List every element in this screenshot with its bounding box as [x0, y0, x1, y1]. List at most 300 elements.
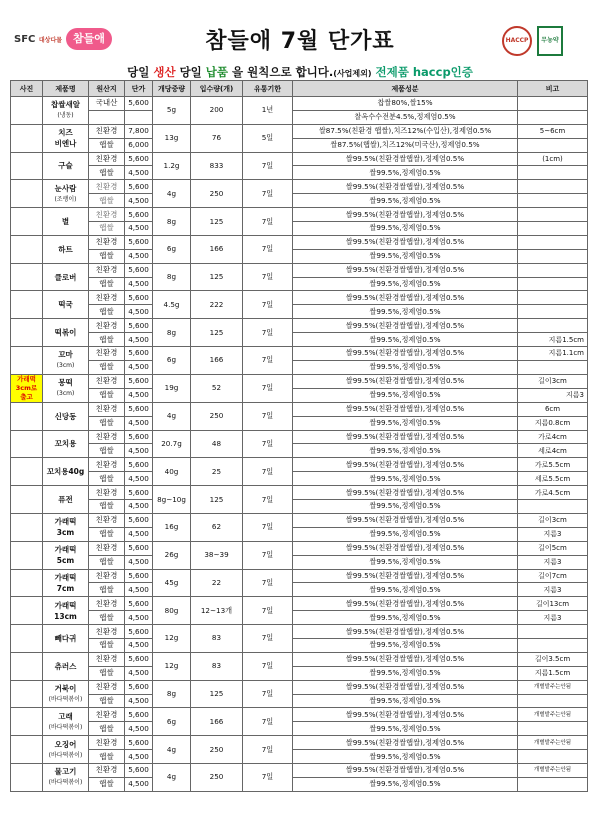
origin-cell: 친환경: [89, 486, 125, 500]
unit-weight-cell: 6g: [153, 235, 191, 263]
price-cell: 5,600: [125, 291, 153, 305]
product-name: 클로버: [54, 272, 77, 282]
product-name-cell: [43, 97, 89, 125]
shelf-life-cell: 7일: [243, 569, 293, 597]
origin-cell: 햅쌀: [89, 666, 125, 680]
product-photo-cell: [11, 458, 43, 486]
origin-cell: 친환경: [89, 458, 125, 472]
price-cell: 4,500: [125, 750, 153, 764]
quantity-cell: 250: [191, 180, 243, 208]
remark-cell: [518, 180, 588, 194]
remark-cell: 지름3: [518, 388, 588, 402]
table-row: [11, 500, 588, 514]
product-name: 별: [61, 217, 70, 227]
origin-cell: 햅쌀: [89, 444, 125, 458]
product-name: 하트: [58, 244, 73, 254]
product-name-cell: [43, 486, 89, 514]
table-row: [11, 319, 588, 333]
origin-cell: 친환경: [89, 347, 125, 361]
remark-cell: 개별발주는안됨: [518, 736, 588, 750]
subtitle-part: 당일: [127, 65, 154, 79]
quantity-cell: 125: [191, 319, 243, 347]
price-cell: 6,000: [125, 138, 153, 152]
remark-cell: [518, 777, 588, 791]
table-row: [11, 666, 588, 680]
quantity-cell: 200: [191, 97, 243, 125]
ingredients-cell: 쌀99.5%(친환경쌀햅쌀),정제염0.5%: [293, 625, 518, 639]
quantity-cell: 833: [191, 152, 243, 180]
ingredients-cell: 찹쌀80%,쌀15%: [293, 97, 518, 111]
remark-cell: 6cm: [518, 402, 588, 416]
product-name: 물고기: [54, 767, 77, 777]
product-name-cell: [43, 569, 89, 597]
origin-cell: 햅쌀: [89, 750, 125, 764]
origin-cell: 햅쌀: [89, 222, 125, 236]
price-cell: 5,600: [125, 180, 153, 194]
product-name-cell: [43, 208, 89, 236]
shelf-life-cell: 7일: [243, 458, 293, 486]
table-row: [11, 152, 588, 166]
remark-cell: 지름3: [518, 555, 588, 569]
remark-cell: [518, 360, 588, 374]
price-cell: 4,500: [125, 333, 153, 347]
remark-cell: 길이7cm: [518, 569, 588, 583]
origin-cell: 햅쌀: [89, 305, 125, 319]
product-name-cell: [43, 680, 89, 708]
product-photo-cell: [11, 652, 43, 680]
table-row: [11, 763, 588, 777]
remark-cell: [518, 208, 588, 222]
remark-cell: 가로5.5cm: [518, 458, 588, 472]
product-name-cell: [43, 513, 89, 541]
haccp-seal: HACCP: [502, 26, 532, 56]
table-row: [11, 235, 588, 249]
table-row: [11, 777, 588, 791]
product-name-cell: [43, 374, 89, 402]
origin-cell: 햅쌀: [89, 333, 125, 347]
table-row: [11, 680, 588, 694]
ingredients-cell: 찰옥수수전분4.5%,정제염0.5%: [293, 110, 518, 124]
product-photo-cell: [11, 347, 43, 375]
remark-cell: [518, 138, 588, 152]
unit-weight-cell: 8g: [153, 208, 191, 236]
product-photo-cell: 가래떡 3cm로 출고: [11, 374, 43, 402]
price-cell: 5,600: [125, 152, 153, 166]
ingredients-cell: 쌀99.5%,정제염0.5%: [293, 666, 518, 680]
quantity-cell: 52: [191, 374, 243, 402]
ingredients-cell: 쌀99.5%(친환경쌀햅쌀),정제염0.5%: [293, 347, 518, 361]
shelf-life-cell: 7일: [243, 625, 293, 653]
ingredients-cell: 쌀87.5%(햅쌀),치즈12%(미국산),정제염0.5%: [293, 138, 518, 152]
table-row: [11, 388, 588, 402]
table-row: [11, 416, 588, 430]
subtitle-all-products: 전제품: [371, 65, 413, 79]
table-row: [11, 722, 588, 736]
table-row: [11, 333, 588, 347]
ingredients-cell: 쌀99.5%(친환경쌀햅쌀),정제염0.5%: [293, 319, 518, 333]
remark-cell: 가로4cm: [518, 430, 588, 444]
ingredients-cell: 쌀99.5%(친환경쌀햅쌀),정제염0.5%: [293, 708, 518, 722]
price-cell: 4,500: [125, 583, 153, 597]
table-row: [11, 374, 588, 388]
ingredients-cell: 쌀99.5%(친환경쌀햅쌀),정제염0.5%: [293, 569, 518, 583]
origin-cell: 친환경: [89, 180, 125, 194]
quantity-cell: 76: [191, 124, 243, 152]
product-photo-cell: [11, 597, 43, 625]
origin-cell: 햅쌀: [89, 472, 125, 486]
table-row: [11, 750, 588, 764]
unit-weight-cell: 16g: [153, 513, 191, 541]
table-row: [11, 166, 588, 180]
price-cell: 4,500: [125, 638, 153, 652]
ingredients-cell: 쌀99.5%,정제염0.5%: [293, 777, 518, 791]
origin-cell: 친환경: [89, 541, 125, 555]
origin-cell: 친환경: [89, 625, 125, 639]
table-row: [11, 305, 588, 319]
remark-cell: 가로4.5cm: [518, 486, 588, 500]
ingredients-cell: 쌀99.5%,정제염0.5%: [293, 611, 518, 625]
page-title: 참들애 7월 단가표: [205, 29, 395, 54]
product-photo-cell: [11, 486, 43, 514]
origin-cell: 친환경: [89, 319, 125, 333]
remark-cell: [518, 263, 588, 277]
table-row: [11, 652, 588, 666]
unit-weight-cell: 20.7g: [153, 430, 191, 458]
remark-cell: [518, 694, 588, 708]
price-cell: 4,500: [125, 611, 153, 625]
price-cell: 4,500: [125, 277, 153, 291]
product-name-cell: [43, 263, 89, 291]
ingredients-cell: 쌀99.5%,정제염0.5%: [293, 444, 518, 458]
origin-cell: 친환경: [89, 430, 125, 444]
product-photo-cell: [11, 513, 43, 541]
remark-cell: [518, 319, 588, 333]
product-name-sub: (3cm): [56, 390, 75, 398]
brand-badge: 참들애: [66, 28, 112, 50]
remark-cell: [518, 110, 588, 124]
origin-cell: 친환경: [89, 152, 125, 166]
product-name: 거북이: [54, 684, 77, 694]
table-row: [11, 444, 588, 458]
price-cell: 5,600: [125, 597, 153, 611]
price-cell: 5,600: [125, 541, 153, 555]
product-name: 빼다귀: [54, 633, 77, 643]
price-cell: 4,500: [125, 555, 153, 569]
remark-cell: [518, 235, 588, 249]
product-name-cell: [43, 180, 89, 208]
product-name: 츄러스: [54, 661, 77, 671]
table-row: [11, 208, 588, 222]
remark-cell: 지름3: [518, 583, 588, 597]
unit-weight-cell: 40g: [153, 458, 191, 486]
table-row: [11, 736, 588, 750]
unit-weight-cell: 4g: [153, 402, 191, 430]
unit-weight-cell: 12g: [153, 652, 191, 680]
product-photo-cell: [11, 708, 43, 736]
product-photo-cell: [11, 569, 43, 597]
ingredients-cell: 쌀99.5%(친환경쌀햅쌀),정제염0.5%: [293, 486, 518, 500]
quantity-cell: 62: [191, 513, 243, 541]
price-cell: 4,500: [125, 194, 153, 208]
product-name: 떡볶이: [54, 328, 77, 338]
table-row: [11, 583, 588, 597]
ingredients-cell: 쌀99.5%,정제염0.5%: [293, 249, 518, 263]
table-row: [11, 569, 588, 583]
remark-cell: 지름1.5cm: [518, 333, 588, 347]
column-header: 개당중량: [153, 81, 191, 97]
product-photo-cell: [11, 263, 43, 291]
ingredients-cell: 쌀99.5%,정제염0.5%: [293, 583, 518, 597]
price-cell: 4,500: [125, 249, 153, 263]
remark-cell: 지름3: [518, 527, 588, 541]
origin-cell: 햅쌀: [89, 722, 125, 736]
remark-cell: 세로5.5cm: [518, 472, 588, 486]
quantity-cell: 125: [191, 486, 243, 514]
unit-weight-cell: 1.2g: [153, 152, 191, 180]
table-row: [11, 694, 588, 708]
subtitle-exception: (사업제외): [333, 69, 372, 78]
remark-cell: 세로4cm: [518, 444, 588, 458]
remark-cell: [518, 277, 588, 291]
price-cell: 4,500: [125, 305, 153, 319]
subtitle-part: 을 원칙으로 합니다.: [228, 65, 334, 79]
ingredients-cell: 쌀99.5%(친환경쌀햅쌀),정제염0.5%: [293, 736, 518, 750]
ingredients-cell: 쌀99.5%,정제염0.5%: [293, 388, 518, 402]
price-cell: 4,500: [125, 722, 153, 736]
table-row: [11, 402, 588, 416]
shelf-life-cell: 7일: [243, 180, 293, 208]
ingredients-cell: 쌀99.5%,정제염0.5%: [293, 472, 518, 486]
product-name-cell: [43, 124, 89, 152]
origin-cell: 친환경: [89, 374, 125, 388]
shelf-life-cell: 7일: [243, 652, 293, 680]
ingredients-cell: 쌀99.5%,정제염0.5%: [293, 305, 518, 319]
price-cell: 7,800: [125, 124, 153, 138]
product-photo-cell: [11, 235, 43, 263]
unit-weight-cell: 8g: [153, 319, 191, 347]
table-row: [11, 263, 588, 277]
ingredients-cell: 쌀99.5%,정제염0.5%: [293, 333, 518, 347]
subtitle-haccp: haccp인증: [412, 65, 473, 79]
ingredients-cell: 쌀99.5%,정제염0.5%: [293, 527, 518, 541]
product-photo-cell: [11, 208, 43, 236]
product-name: 떡국: [58, 300, 73, 310]
origin-cell: 햅쌀: [89, 249, 125, 263]
column-header: 입수량(개): [191, 81, 243, 97]
price-cell: 5,600: [125, 263, 153, 277]
product-name: 눈사람: [54, 183, 77, 193]
unit-weight-cell: 4g: [153, 763, 191, 791]
table-row: [11, 291, 588, 305]
table-row: [11, 708, 588, 722]
product-name: 꼬치용: [54, 439, 77, 449]
table-row: [11, 527, 588, 541]
quantity-cell: 166: [191, 347, 243, 375]
price-cell: 5,600: [125, 319, 153, 333]
origin-cell: 햅쌀: [89, 166, 125, 180]
column-header: 단가: [125, 81, 153, 97]
product-name: 꼬치용40g: [46, 467, 85, 477]
unit-weight-cell: 8g: [153, 680, 191, 708]
shelf-life-cell: 7일: [243, 513, 293, 541]
remark-cell: 5~6cm: [518, 124, 588, 138]
product-photo-cell: [11, 402, 43, 430]
table-row: [11, 472, 588, 486]
eco-certification-mark: 무농약: [537, 26, 563, 56]
shelf-life-cell: 1년: [243, 97, 293, 125]
remark-cell: 개별발주는안됨: [518, 763, 588, 777]
price-cell: 4,500: [125, 388, 153, 402]
logo-sub: 대상다물: [38, 37, 63, 44]
product-name-cell: [43, 430, 89, 458]
ingredients-cell: 쌀99.5%,정제염0.5%: [293, 694, 518, 708]
unit-weight-cell: 6g: [153, 708, 191, 736]
shelf-life-cell: 7일: [243, 430, 293, 458]
subtitle: [0, 64, 600, 80]
origin-cell: 햅쌀: [89, 138, 125, 152]
remark-cell: [518, 166, 588, 180]
origin-cell: 햅쌀: [89, 416, 125, 430]
product-name: 퓨전: [58, 495, 73, 505]
product-photo-cell: [11, 97, 43, 125]
price-cell: 5,600: [125, 569, 153, 583]
origin-cell: 친환경: [89, 124, 125, 138]
origin-cell: 햅쌀: [89, 360, 125, 374]
column-header: 원산지: [89, 81, 125, 97]
price-cell: 5,600: [125, 680, 153, 694]
price-cell: 4,500: [125, 222, 153, 236]
product-photo-cell: [11, 430, 43, 458]
shelf-life-cell: 7일: [243, 402, 293, 430]
ingredients-cell: 쌀99.5%,정제염0.5%: [293, 555, 518, 569]
price-cell: 5,600: [125, 97, 153, 111]
unit-weight-cell: 12g: [153, 625, 191, 653]
quantity-cell: 38~39: [191, 541, 243, 569]
table-header-row: [11, 81, 588, 97]
remark-cell: [518, 222, 588, 236]
remark-cell: [518, 291, 588, 305]
ingredients-cell: 쌀99.5%,정제염0.5%: [293, 222, 518, 236]
product-name-sub: (조랭이): [54, 195, 77, 203]
product-photo-cell: [11, 319, 43, 347]
origin-cell: 친환경: [89, 291, 125, 305]
origin-cell: 친환경: [89, 235, 125, 249]
product-photo-cell: [11, 625, 43, 653]
product-name-cell: [43, 708, 89, 736]
product-name-cell: [43, 402, 89, 430]
shelf-life-cell: 7일: [243, 347, 293, 375]
remark-cell: 길이5cm: [518, 541, 588, 555]
table-row: [11, 97, 588, 111]
table-row: [11, 458, 588, 472]
price-cell: 5,600: [125, 763, 153, 777]
price-cell: 4,500: [125, 500, 153, 514]
remark-cell: 지름0.8cm: [518, 416, 588, 430]
price-cell: 5,600: [125, 208, 153, 222]
origin-cell: 친환경: [89, 569, 125, 583]
origin-cell: 국내산: [89, 97, 125, 111]
price-cell: 5,600: [125, 625, 153, 639]
product-name-sub: (바다떡볶이): [48, 723, 83, 731]
table-row: [11, 222, 588, 236]
remark-cell: 개별발주는안됨: [518, 708, 588, 722]
remark-cell: (1cm): [518, 152, 588, 166]
quantity-cell: 125: [191, 263, 243, 291]
price-cell: 5,600: [125, 736, 153, 750]
unit-weight-cell: 26g: [153, 541, 191, 569]
price-cell: 5,600: [125, 708, 153, 722]
shelf-life-cell: 7일: [243, 263, 293, 291]
quantity-cell: 125: [191, 208, 243, 236]
column-header: 유통기한: [243, 81, 293, 97]
remark-cell: 지름1.1cm: [518, 347, 588, 361]
ingredients-cell: 쌀99.5%,정제염0.5%: [293, 360, 518, 374]
product-name: 가래떡 5cm: [54, 545, 77, 566]
ingredients-cell: 쌀99.5%(친환경쌀햅쌀),정제염0.5%: [293, 513, 518, 527]
origin-cell: 햅쌀: [89, 388, 125, 402]
quantity-cell: 83: [191, 652, 243, 680]
quantity-cell: 222: [191, 291, 243, 319]
ingredients-cell: 쌀99.5%,정제염0.5%: [293, 722, 518, 736]
unit-weight-cell: 4.5g: [153, 291, 191, 319]
table-row: [11, 194, 588, 208]
price-cell: 4,500: [125, 527, 153, 541]
ingredients-cell: 쌀99.5%,정제염0.5%: [293, 638, 518, 652]
logo-text: SFC: [14, 34, 36, 45]
product-name-cell: [43, 763, 89, 791]
product-photo-cell: [11, 680, 43, 708]
shelf-life-cell: 5일: [243, 124, 293, 152]
product-name: 가래떡 13cm: [54, 600, 77, 621]
ingredients-cell: 쌀99.5%(친환경쌀햅쌀),정제염0.5%: [293, 430, 518, 444]
product-photo-cell: [11, 180, 43, 208]
price-cell: 4,500: [125, 416, 153, 430]
column-header: 제품명: [43, 81, 89, 97]
ingredients-cell: 쌀99.5%(친환경쌀햅쌀),정제염0.5%: [293, 152, 518, 166]
quantity-cell: 250: [191, 736, 243, 764]
remark-cell: 길이3.5cm: [518, 652, 588, 666]
remark-cell: 길이13cm: [518, 597, 588, 611]
origin-cell: 햅쌀: [89, 638, 125, 652]
product-photo-cell: [11, 152, 43, 180]
product-name-cell: [43, 736, 89, 764]
subtitle-produce: 생산: [153, 65, 176, 79]
ingredients-cell: 쌀87.5%(친환경 햅쌀),치즈12%(수입산),정제염0.5%: [293, 124, 518, 138]
shelf-life-cell: 7일: [243, 680, 293, 708]
table-row: [11, 180, 588, 194]
quantity-cell: 250: [191, 763, 243, 791]
unit-weight-cell: 19g: [153, 374, 191, 402]
table-row: [11, 110, 588, 124]
subtitle-part: 당일: [175, 65, 206, 79]
price-cell: 5,600: [125, 513, 153, 527]
product-name-sub: (바다떡볶이): [48, 751, 83, 759]
ingredients-cell: 쌀99.5%(친환경쌀햅쌀),정제염0.5%: [293, 402, 518, 416]
ingredients-cell: 쌀99.5%(친환경쌀햅쌀),정제염0.5%: [293, 180, 518, 194]
shelf-life-cell: 7일: [243, 235, 293, 263]
product-name: 오징어: [54, 739, 77, 749]
unit-weight-cell: 13g: [153, 124, 191, 152]
page-header: [0, 0, 600, 60]
quantity-cell: 125: [191, 680, 243, 708]
ingredients-cell: 쌀99.5%,정제염0.5%: [293, 194, 518, 208]
origin-cell: 햅쌀: [89, 500, 125, 514]
price-cell: 5,600: [125, 374, 153, 388]
table-row: [11, 124, 588, 138]
remark-cell: 개별발주는안됨: [518, 680, 588, 694]
column-header: 제품성분: [293, 81, 518, 97]
quantity-cell: 166: [191, 708, 243, 736]
